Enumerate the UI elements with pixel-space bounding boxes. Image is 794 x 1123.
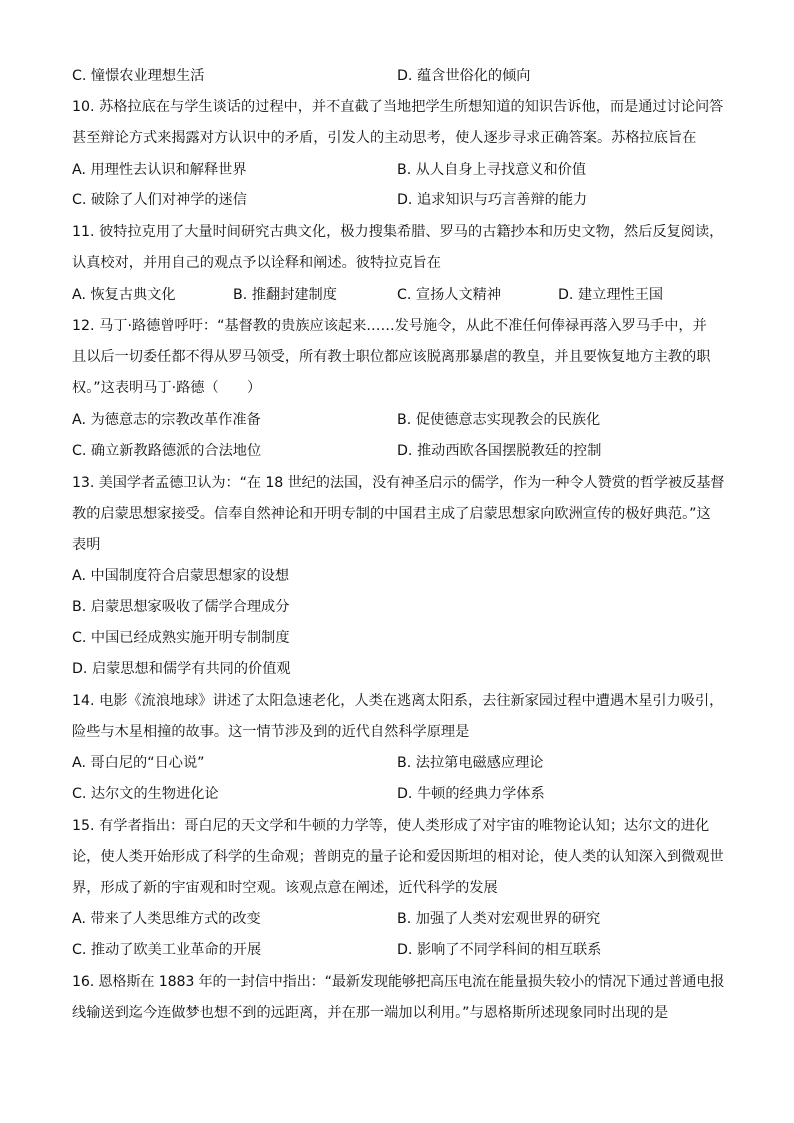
q15-option-b[interactable]: B. 加强了人类对宏观世界的研究 [397,911,601,927]
q12-stem-line-3: 权。”这表明马丁·路德（ ） [72,380,262,396]
q12-option-b[interactable]: B. 促使德意志实现教会的民族化 [397,412,601,428]
q9-option-d[interactable]: D. 蕴含世俗化的倾向 [397,68,531,84]
q15-option-c[interactable]: C. 推动了欧美工业革命的开展 [72,942,262,958]
q14-option-b[interactable]: B. 法拉第电磁感应理论 [397,755,544,771]
q16-stem-line-1: 16. 恩格斯在 1883 年的一封信中指出：“最新发现能够把高压电流在能量损失较小的情况下通过普通电报 [72,974,725,990]
q11-option-b[interactable]: B. 推翻封建制度 [233,287,337,303]
q15-stem-line-1: 15. 有学者指出：哥白尼的天文学和牛顿的力学等，使人类形成了对宇宙的唯物论认知；达尔文的进化 [72,818,710,834]
q15-option-d[interactable]: D. 影响了不同学科间的相互联系 [397,942,602,958]
q14-option-a[interactable]: A. 哥白尼的“日心说” [72,755,205,771]
q12-option-d[interactable]: D. 推动西欧各国摆脱教廷的控制 [397,443,602,459]
q10-stem-line-2: 甚至辩论方式来揭露对方认识中的矛盾，引发人的主动思考，使人逐步寻求正确答案。苏格拉底旨在 [72,130,697,146]
q10-option-b[interactable]: B. 从人自身上寻找意义和价值 [397,162,587,178]
q11-stem-line-2: 认真校对，并用自己的观点予以诠释和阐述。彼特拉克旨在 [72,255,441,271]
q13-option-d[interactable]: D. 启蒙思想和儒学有共同的价值观 [72,661,291,677]
q14-option-c[interactable]: C. 达尔文的生物进化论 [72,786,219,802]
q12-option-a[interactable]: A. 为德意志的宗教改革作准备 [72,412,261,428]
q14-option-d[interactable]: D. 牛顿的经典力学体系 [397,786,545,802]
q16-stem-line-2: 线输送到迄今连做梦也想不到的远距离，并在那一端加以利用。”与恩格斯所述现象同时出现的是 [72,1005,669,1021]
q11-option-d[interactable]: D. 建立理性王国 [558,287,664,303]
q9-option-c[interactable]: C. 憧憬农业理想生活 [72,68,205,84]
q14-stem-line-2: 险些与木星相撞的故事。这一情节涉及到的近代自然科学原理是 [72,724,470,740]
q12-stem-line-1: 12. 马丁·路德曾呼吁：“基督教的贵族应该起来……发号施令，从此不准任何俸禄再落入罗马手中，并 [72,318,707,334]
q11-option-c[interactable]: C. 宣扬人文精神 [397,287,502,303]
q13-stem-line-1: 13. 美国学者孟德卫认为：“在 18 世纪的法国，没有神圣启示的儒学，作为一种令人赞赏的哲学被反基督 [72,475,725,491]
q13-option-a[interactable]: A. 中国制度符合启蒙思想家的设想 [72,568,290,584]
q10-option-c[interactable]: C. 破除了人们对神学的迷信 [72,192,247,208]
q13-stem-line-3: 表明 [72,537,101,553]
q15-stem-line-2: 论，使人类开始形成了科学的生命观；普朗克的量子论和爱因斯坦的相对论，使人类的认知深入到微观世 [72,849,724,865]
q10-stem-line-1: 10. 苏格拉底在与学生谈话的过程中，并不直截了当地把学生所想知道的知识告诉他，而是通过讨论问答 [72,99,724,115]
q13-option-c[interactable]: C. 中国已经成熟实施开明专制制度 [72,630,290,646]
q11-option-a[interactable]: A. 恢复古典文化 [72,287,176,303]
q14-stem-line-1: 14. 电影《流浪地球》讲述了太阳急速老化，人类在逃离太阳系，去往新家园过程中遭遇木星引力吸引， [72,693,724,709]
q15-option-a[interactable]: A. 带来了人类思维方式的改变 [72,911,261,927]
q12-option-c[interactable]: C. 确立新教路德派的合法地位 [72,443,262,459]
q11-stem-line-1: 11. 彼特拉克用了大量时间研究古典文化，极力搜集希腊、罗马的古籍抄本和历史文物，然后反复阅读， [72,224,724,240]
q10-option-d[interactable]: D. 追求知识与巧言善辩的能力 [397,192,588,208]
q13-stem-line-2: 教的启蒙思想家接受。信奉自然神论和开明专制的中国君主成了启蒙思想家向欧洲宣传的极好典范。”这 [72,506,711,522]
q12-stem-line-2: 且以后一切委任都不得从罗马领受，所有教士职位都应该脱离那暴虐的教皇，并且要恢复地方主教的职 [72,349,711,365]
q15-stem-line-3: 界，形成了新的宇宙观和时空观。该观点意在阐述，近代科学的发展 [72,880,498,896]
q13-option-b[interactable]: B. 启蒙思想家吸收了儒学合理成分 [72,599,290,615]
q10-option-a[interactable]: A. 用理性去认识和解释世界 [72,162,247,178]
